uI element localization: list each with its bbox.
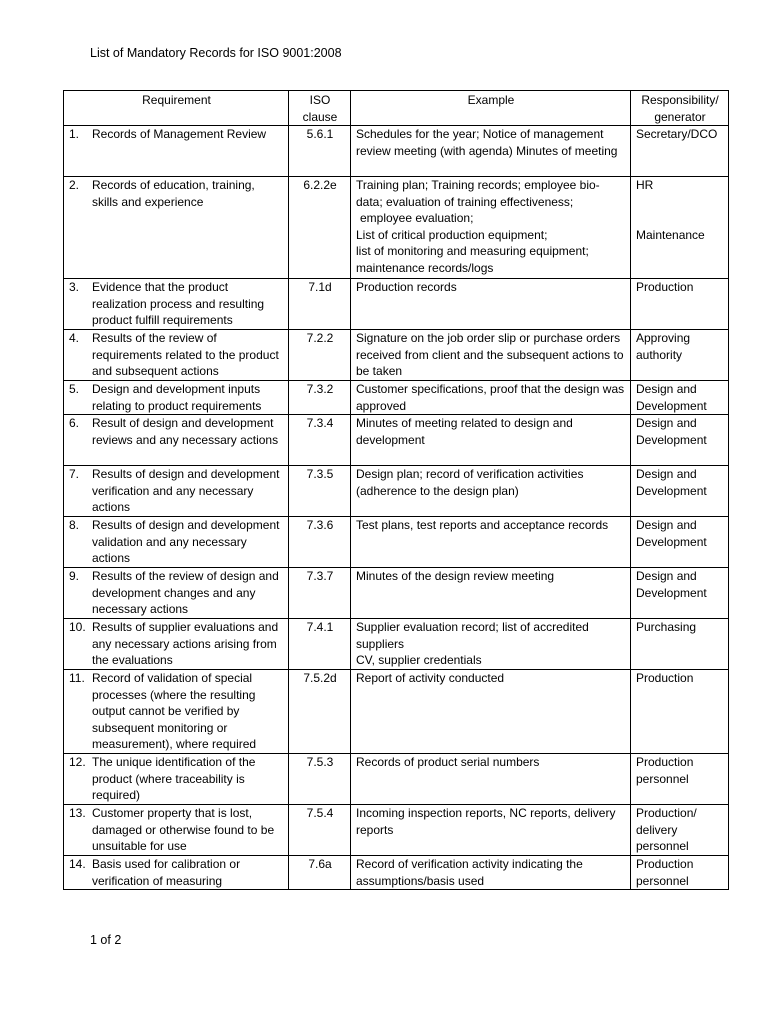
responsibility-line: Maintenance	[636, 227, 705, 242]
requirement-cell	[64, 381, 289, 415]
example-cell	[351, 381, 631, 415]
responsibility-cell	[631, 805, 729, 856]
table-header-row	[64, 91, 729, 126]
example-cell	[351, 568, 631, 619]
header-requirement: Requirement	[64, 91, 289, 126]
header-responsibility	[631, 91, 729, 126]
requirement-text: Results of the review of requirements related to the product and subsequent actions	[92, 331, 279, 378]
example-line: employee evaluation;	[360, 211, 474, 225]
document-title: List of Mandatory Records for ISO 9001:2008	[90, 46, 342, 60]
responsibility-line: Design and Development	[636, 382, 707, 413]
row-number: 6.	[69, 416, 80, 430]
page-number: 1 of 2	[90, 933, 122, 947]
requirement-text: Results of design and development verification and any necessary actions	[92, 467, 280, 514]
table-row	[64, 517, 729, 568]
responsibility-cell	[631, 619, 729, 670]
responsibility-line: Production personnel	[636, 755, 694, 786]
example-line: list of monitoring and measuring equipment; maintenance records/logs	[356, 244, 589, 275]
requirement-wrap	[69, 517, 284, 567]
requirement-cell	[64, 517, 289, 568]
example-cell	[351, 126, 631, 177]
table-row	[64, 805, 729, 856]
row-number: 2.	[69, 178, 80, 192]
requirement-text: Record of validation of special processes (where the resulting output cannot be verified by subsequent monitoring or measurement), where required	[92, 671, 257, 751]
responsibility-line: Production/ delivery personnel	[636, 806, 697, 853]
responsibility-cell	[631, 466, 729, 517]
requirement-text: Results of supplier evaluations and any necessary actions arising from the evaluations	[92, 620, 279, 667]
requirement-wrap	[69, 330, 284, 380]
table-row	[64, 126, 729, 177]
iso-clause-cell: 7.5.2d	[289, 670, 351, 754]
header-responsibility-line: generator	[654, 109, 706, 124]
iso-clause-cell: 7.3.2	[289, 381, 351, 415]
example-line: Training plan; Training records; employee bio-data; evaluation of training effectiveness;	[356, 178, 600, 209]
requirement-wrap	[69, 856, 284, 889]
row-number: 7.	[69, 467, 80, 481]
header-example: Example	[351, 91, 631, 126]
row-number: 11.	[69, 671, 85, 685]
iso-clause-cell: 7.5.3	[289, 754, 351, 805]
requirement-wrap	[69, 177, 284, 210]
requirement-text: The unique identification of the product (where traceability is required)	[92, 755, 256, 802]
requirement-wrap	[69, 381, 284, 414]
iso-clause-cell: 5.6.1	[289, 126, 351, 177]
example-line: Customer specifications, proof that the design was approved	[356, 382, 625, 413]
table-row	[64, 381, 729, 415]
row-number: 1.	[69, 127, 80, 141]
responsibility-line: Design and Development	[636, 569, 707, 600]
responsibility-line: Design and Development	[636, 518, 707, 549]
requirement-text: Evidence that the product realization process and resulting product fulfill requirements	[92, 280, 265, 327]
header-iso-clause-line: ISO	[309, 93, 331, 107]
requirement-cell	[64, 619, 289, 670]
requirement-wrap	[69, 568, 284, 618]
iso-clause-cell: 7.6a	[289, 856, 351, 890]
responsibility-line: Design and Development	[636, 416, 707, 447]
requirement-cell	[64, 279, 289, 330]
requirement-cell	[64, 415, 289, 466]
responsibility-cell	[631, 517, 729, 568]
row-number: 14.	[69, 857, 86, 871]
example-cell	[351, 279, 631, 330]
example-cell	[351, 805, 631, 856]
iso-clause-cell: 7.3.5	[289, 466, 351, 517]
example-line: Record of verification activity indicating the assumptions/basis used	[356, 857, 583, 888]
requirement-text: Basis used for calibration or verification of measuring	[92, 857, 241, 888]
requirement-text: Records of education, training, skills and experience	[92, 178, 255, 209]
example-cell	[351, 415, 631, 466]
requirement-cell	[64, 670, 289, 754]
responsibility-cell	[631, 381, 729, 415]
iso-clause-cell: 7.3.6	[289, 517, 351, 568]
responsibility-line: Production	[636, 280, 694, 294]
iso-clause-cell: 7.3.4	[289, 415, 351, 466]
example-cell	[351, 466, 631, 517]
example-line: Signature on the job order slip or purchase orders received from client and the subsequent actions to be taken	[356, 331, 624, 378]
iso-clause-cell: 7.1d	[289, 279, 351, 330]
responsibility-line: HR	[636, 178, 654, 192]
example-line: Report of activity conducted	[356, 671, 505, 685]
table-row	[64, 568, 729, 619]
example-line: Supplier evaluation record; list of accredited suppliers	[356, 620, 589, 651]
example-cell	[351, 670, 631, 754]
iso-clause-cell: 7.5.4	[289, 805, 351, 856]
requirement-wrap	[69, 754, 284, 804]
responsibility-line: Production personnel	[636, 857, 694, 888]
table-row	[64, 754, 729, 805]
responsibility-cell	[631, 568, 729, 619]
iso-clause-cell: 7.4.1	[289, 619, 351, 670]
requirement-text: Results of the review of design and development changes and any necessary actions	[92, 569, 279, 616]
example-line: Schedules for the year; Notice of management review meeting (with agenda) Minutes of meeting	[356, 127, 618, 158]
requirement-wrap	[69, 670, 284, 753]
responsibility-line: Design and Development	[636, 467, 707, 498]
row-number: 12.	[69, 755, 86, 769]
table-row	[64, 856, 729, 890]
iso-clause-cell: 7.2.2	[289, 330, 351, 381]
mandatory-records-table	[63, 90, 729, 890]
responsibility-cell	[631, 415, 729, 466]
row-number: 3.	[69, 280, 80, 294]
requirement-cell	[64, 330, 289, 381]
table-body	[64, 126, 729, 890]
requirement-wrap	[69, 126, 284, 143]
responsibility-line	[636, 210, 724, 227]
table-row	[64, 466, 729, 517]
example-line: CV, supplier credentials	[356, 653, 482, 667]
iso-clause-cell: 7.3.7	[289, 568, 351, 619]
header-iso-clause-line: clause	[302, 109, 338, 124]
requirement-wrap	[69, 279, 284, 329]
example-cell	[351, 517, 631, 568]
responsibility-line: Secretary/DCO	[636, 127, 718, 141]
header-responsibility-line: Responsibility/	[641, 93, 719, 107]
requirement-cell	[64, 754, 289, 805]
responsibility-cell	[631, 330, 729, 381]
requirement-text: Results of design and development validation and any necessary actions	[92, 518, 280, 565]
example-cell	[351, 330, 631, 381]
row-number: 4.	[69, 331, 80, 345]
responsibility-line: Purchasing	[636, 620, 697, 634]
requirement-text: Customer property that is lost, damaged or otherwise found to be unsuitable for use	[92, 806, 275, 853]
responsibility-line: Production	[636, 671, 694, 685]
responsibility-line	[636, 194, 724, 211]
example-line: Design plan; record of verification activities (adherence to the design plan)	[356, 467, 584, 498]
example-line: List of critical production equipment;	[356, 227, 548, 242]
row-number: 10.	[69, 620, 86, 634]
example-line: Test plans, test reports and acceptance records	[356, 518, 609, 532]
responsibility-cell	[631, 177, 729, 279]
table-row	[64, 619, 729, 670]
table-row	[64, 415, 729, 466]
row-number: 5.	[69, 382, 80, 396]
example-cell	[351, 177, 631, 279]
example-line: Production records	[356, 280, 457, 294]
requirement-wrap	[69, 805, 284, 855]
responsibility-cell	[631, 670, 729, 754]
header-iso-clause	[289, 91, 351, 126]
responsibility-cell	[631, 856, 729, 890]
example-cell	[351, 754, 631, 805]
requirement-cell	[64, 466, 289, 517]
requirement-wrap	[69, 415, 284, 448]
table-row	[64, 177, 729, 279]
example-line: Minutes of the design review meeting	[356, 569, 555, 583]
requirement-wrap	[69, 619, 284, 669]
iso-clause-cell: 6.2.2e	[289, 177, 351, 279]
requirement-cell	[64, 805, 289, 856]
example-cell	[351, 619, 631, 670]
table-row	[64, 330, 729, 381]
requirement-wrap	[69, 466, 284, 516]
table-row	[64, 279, 729, 330]
example-line: Minutes of meeting related to design and development	[356, 416, 573, 447]
requirement-text: Records of Management Review	[92, 127, 267, 141]
requirement-cell	[64, 568, 289, 619]
responsibility-line: Approving authority	[636, 331, 691, 362]
responsibility-cell	[631, 754, 729, 805]
table-row	[64, 670, 729, 754]
requirement-text: Design and development inputs relating to product requirements	[92, 382, 262, 413]
responsibility-cell	[631, 279, 729, 330]
row-number: 8.	[69, 518, 80, 532]
example-line: Records of product serial numbers	[356, 755, 540, 769]
row-number: 9.	[69, 569, 80, 583]
responsibility-cell	[631, 126, 729, 177]
example-line: Incoming inspection reports, NC reports, delivery reports	[356, 806, 616, 837]
example-cell	[351, 856, 631, 890]
requirement-cell	[64, 126, 289, 177]
row-number: 13.	[69, 806, 86, 820]
requirement-text: Result of design and development reviews and any necessary actions	[92, 416, 279, 447]
requirement-cell	[64, 856, 289, 890]
requirement-cell	[64, 177, 289, 279]
